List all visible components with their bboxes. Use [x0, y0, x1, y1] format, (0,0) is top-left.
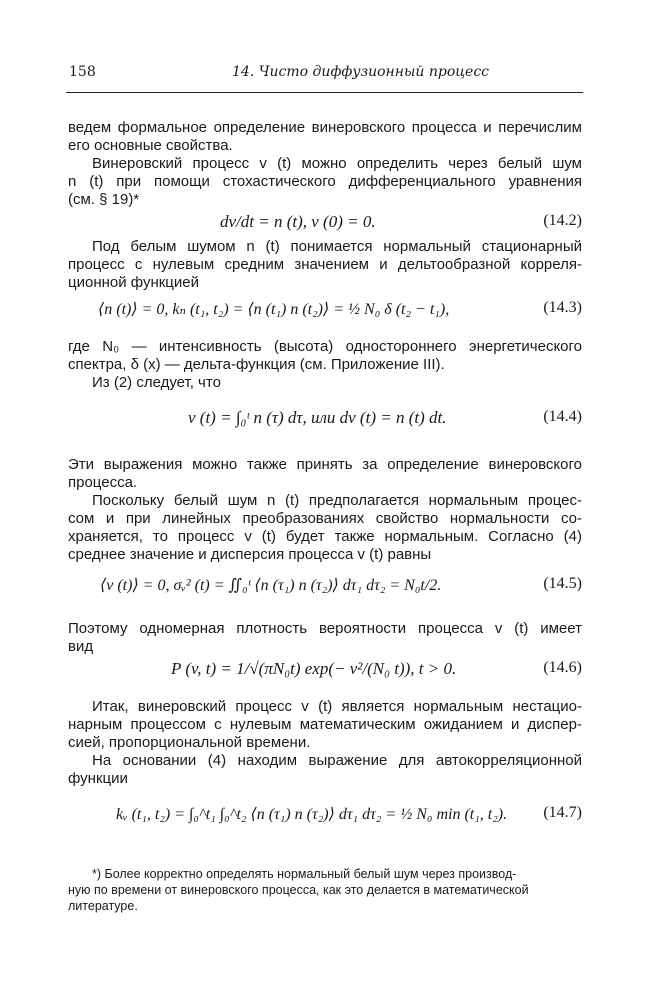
body-line: нарным процессом с нулевым математическим ожиданием и диспер-: [68, 716, 582, 733]
page-number: 158: [69, 64, 96, 80]
equation-number: (14.6): [543, 659, 582, 676]
body-line: сией, пропорциональной времени.: [68, 734, 311, 751]
footnote-line: ную по времени от винеровского процесса, как это делается в математической: [68, 883, 529, 897]
body-line: храняется, то процесс v (t) будет также нормальным. Согласно (4): [68, 528, 582, 545]
equation-14-2: dv/dt = n (t), v (0) = 0. (14.2): [220, 212, 582, 231]
body-line: Винеровский процесс v (t) можно определить через белый шум: [92, 155, 582, 172]
body-line: сом и при линейных преобразованиях свойство нормальности со-: [68, 510, 582, 527]
body-line: Поэтому одномерная плотность вероятности процесса v (t) имеет: [68, 620, 582, 637]
body-line: процесса.: [68, 474, 138, 491]
body-line: Поскольку белый шум n (t) предполагается нормальным процес-: [92, 492, 582, 509]
body-line: функции: [68, 770, 128, 787]
body-line: Под белым шумом n (t) понимается нормальный стационарный: [92, 238, 582, 255]
body-line: Из (2) следует, что: [92, 374, 221, 391]
body-line: На основании (4) находим выражение для автокорреляционной: [92, 752, 582, 769]
body-line: ционной функцией: [68, 274, 199, 291]
body-line: среднее значение и дисперсия процесса v (t) равны: [68, 546, 432, 563]
footnote-line: *) Более корректно определять нормальный белый шум через производ-: [92, 867, 517, 881]
equation-number: (14.3): [543, 299, 582, 316]
equation-number: (14.7): [543, 804, 582, 821]
body-line: (см. § 19)*: [68, 191, 140, 208]
body-line: n (t) при помощи стохастического дифференциального уравнения: [68, 173, 582, 190]
body-line: где N₀ — интенсивность (высота) одностороннего энергетического: [68, 338, 582, 355]
equation-14-5: ⟨v (t)⟩ = 0, σᵥ² (t) = ∬₀ᵗ ⟨n (τ₁) n (τ₂)⟩ dτ₁ dτ₂ = N₀t/2. (14.5): [100, 575, 582, 594]
body-line: его основные свойства.: [68, 137, 233, 154]
body-line: Эти выражения можно также принять за определение винеровского: [68, 456, 582, 473]
equation-number: (14.4): [543, 408, 582, 425]
footnote-line: литературе.: [68, 899, 138, 913]
equation-number: (14.5): [543, 575, 582, 592]
body-line: ведем формальное определение винеровского процесса и перечислим: [68, 119, 582, 136]
body-line: вид: [68, 638, 94, 655]
equation-14-7: kᵥ (t₁, t₂) = ∫₀^t₁ ∫₀^t₂ ⟨n (τ₁) n (τ₂)⟩ dτ₁ dτ₂ = ½ N₀ min (t₁, t₂). (14.7): [116, 804, 582, 823]
equation-14-4: v (t) = ∫₀ᵗ n (τ) dτ, или dv (t) = n (t) dt. (14.4): [188, 408, 582, 427]
equation-number: (14.2): [543, 212, 582, 229]
body-line: Итак, винеровский процесс v (t) является нормальным нестацио-: [92, 698, 582, 715]
equation-14-3: ⟨n (t)⟩ = 0, kₙ (t₁, t₂) = ⟨n (t₁) n (t₂)⟩ = ½ N₀ δ (t₂ − t₁), (14.3): [98, 299, 582, 318]
body-line: спектра, δ (x) — дельта-функция (см. Приложение III).: [68, 356, 445, 373]
header-rule: [66, 92, 583, 93]
running-title: 14. Чисто диффузионный процесс: [232, 64, 490, 80]
body-line: процесс с нулевым средним значением и дельтообразной корреля-: [68, 256, 582, 273]
equation-14-6: P (v, t) = 1/√(πN₀t) exp(− v²/(N₀ t)), t > 0. (14.6): [171, 659, 582, 678]
